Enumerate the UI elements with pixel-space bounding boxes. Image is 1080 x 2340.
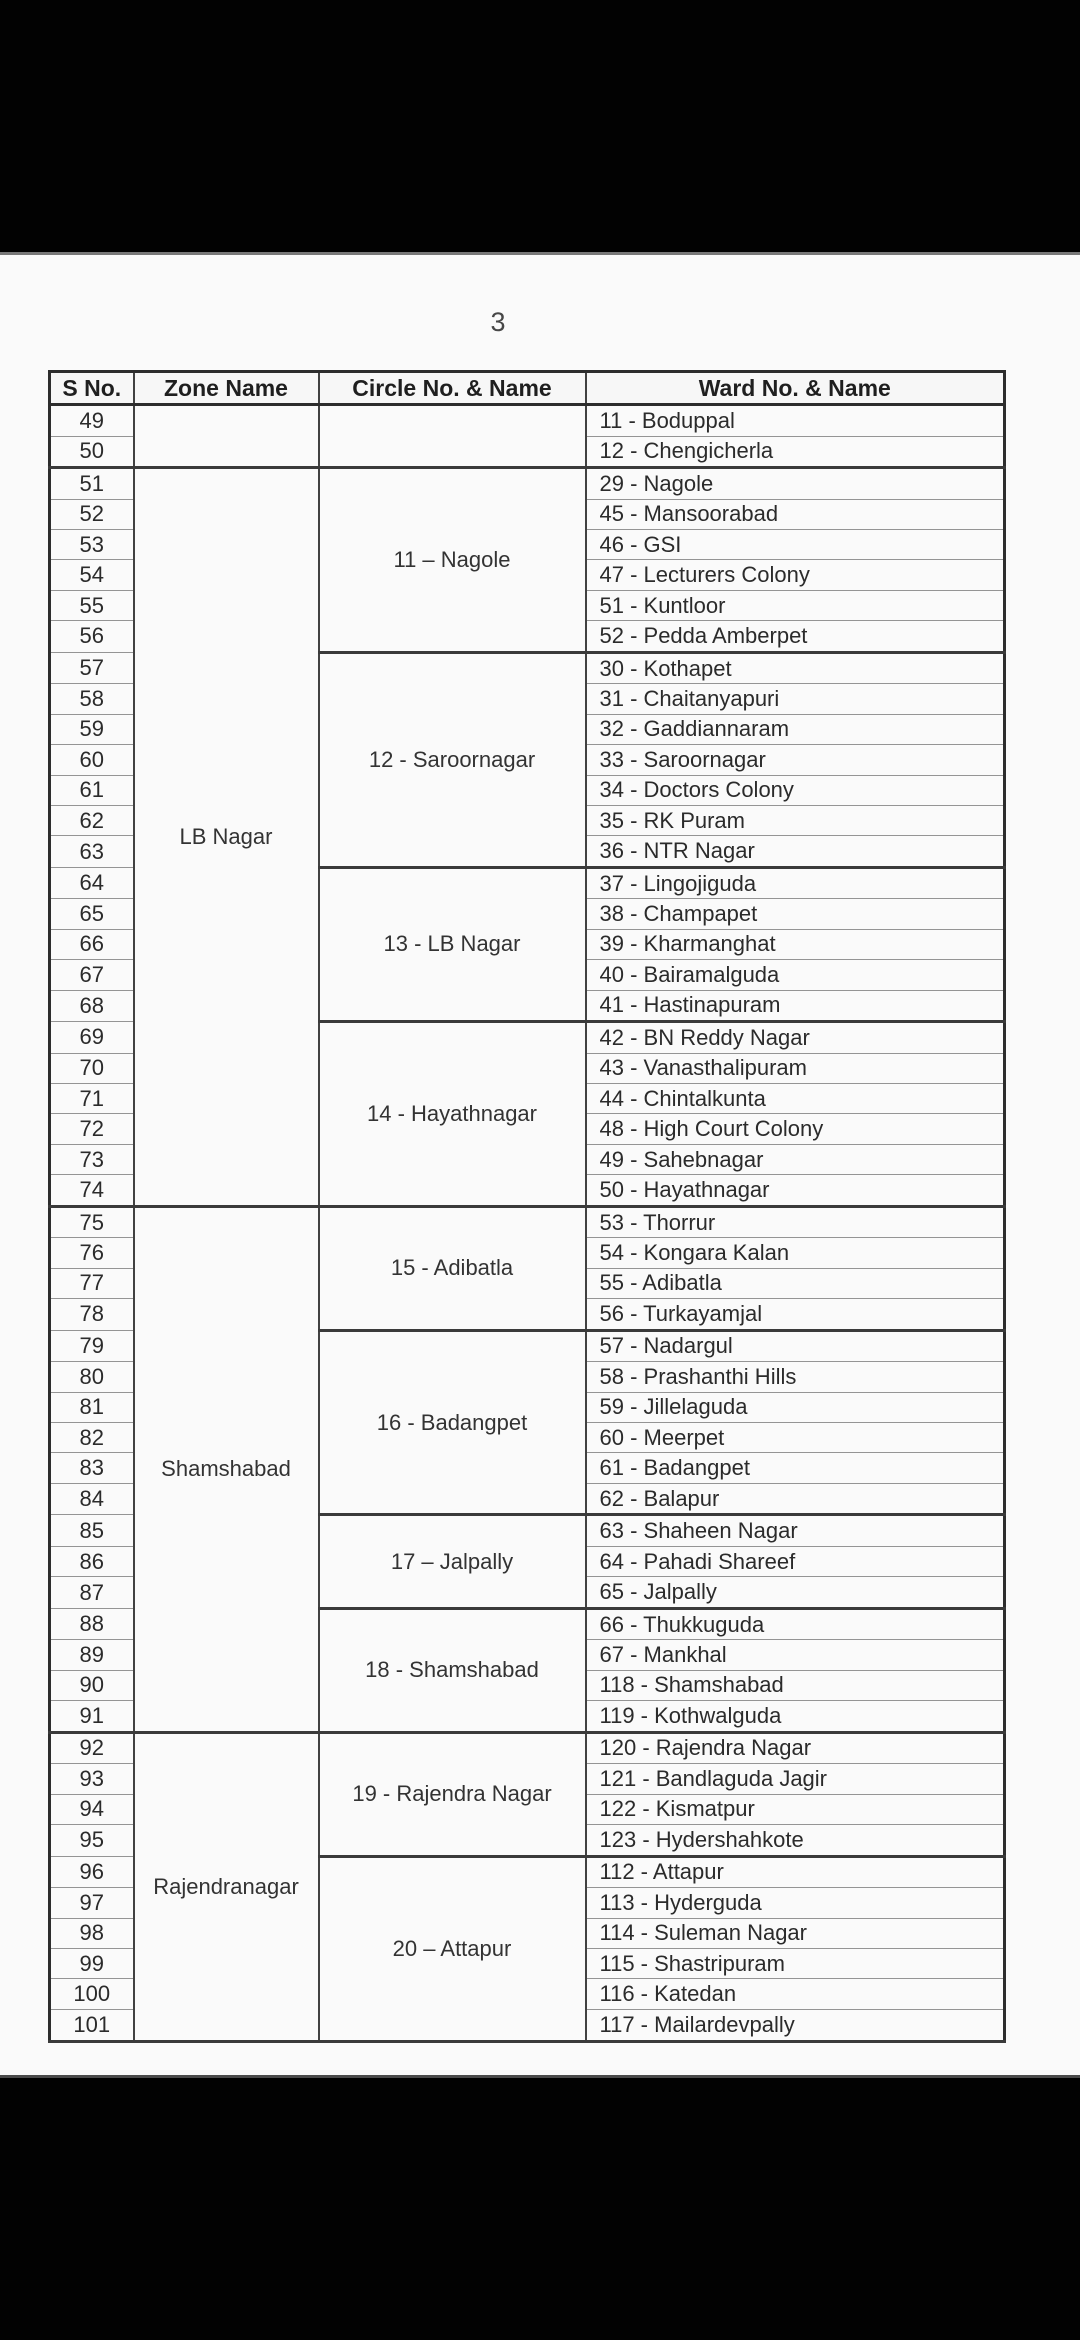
s-no-cell: 59 [50,714,134,744]
circle-name-cell: 17 – Jalpally [319,1515,586,1608]
document-page [0,255,1080,2075]
ward-cell: 39 - Kharmanghat [586,929,1005,959]
s-no-cell: 73 [50,1144,134,1174]
ward-cell: 43 - Vanasthalipuram [586,1053,1005,1083]
s-no-cell: 74 [50,1175,134,1207]
ward-cell: 46 - GSI [586,530,1005,560]
bottom-black-bar [0,2075,1080,2340]
circle-name-cell: 16 - Badangpet [319,1330,586,1515]
s-no-cell: 78 [50,1299,134,1331]
ward-cell: 55 - Adibatla [586,1268,1005,1298]
s-no-cell: 51 [50,468,134,500]
zone-name-cell: Shamshabad [134,1206,319,1732]
ward-cell: 11 - Boduppal [586,405,1005,437]
ward-cell: 115 - Shastripuram [586,1948,1005,1978]
s-no-cell: 75 [50,1206,134,1238]
ward-cell: 29 - Nagole [586,468,1005,500]
ward-cell: 41 - Hastinapuram [586,990,1005,1022]
ward-cell: 119 - Kothwalguda [586,1701,1005,1733]
s-no-cell: 56 [50,621,134,653]
s-no-cell: 80 [50,1362,134,1392]
s-no-cell: 70 [50,1053,134,1083]
ward-cell: 12 - Chengicherla [586,436,1005,468]
ward-cell: 66 - Thukkuguda [586,1608,1005,1640]
s-no-cell: 92 [50,1732,134,1764]
header-row [50,372,1005,405]
s-no-cell: 60 [50,745,134,775]
s-no-cell: 66 [50,929,134,959]
s-no-cell: 96 [50,1856,134,1888]
s-no-cell: 89 [50,1640,134,1670]
s-no-cell: 83 [50,1453,134,1483]
ward-cell: 58 - Prashanthi Hills [586,1362,1005,1392]
ward-cell: 61 - Badangpet [586,1453,1005,1483]
circle-name-cell: 19 - Rajendra Nagar [319,1732,586,1856]
ward-cell: 32 - Gaddiannaram [586,714,1005,744]
s-no-cell: 100 [50,1979,134,2009]
circle-name-cell: 12 - Saroornagar [319,652,586,867]
s-no-cell: 94 [50,1794,134,1824]
zone-name-cell [134,405,319,468]
column-header-ward-no-name: Ward No. & Name [586,372,1005,405]
ward-cell: 52 - Pedda Amberpet [586,621,1005,653]
page-number: 3 [490,307,506,337]
ward-cell: 67 - Mankhal [586,1640,1005,1670]
ward-cell: 30 - Kothapet [586,652,1005,684]
ward-cell: 63 - Shaheen Nagar [586,1515,1005,1547]
s-no-cell: 87 [50,1577,134,1609]
s-no-cell: 85 [50,1515,134,1547]
circle-name-cell: 15 - Adibatla [319,1206,586,1330]
ward-cell: 120 - Rajendra Nagar [586,1732,1005,1764]
ward-cell: 64 - Pahadi Shareef [586,1546,1005,1576]
s-no-cell: 52 [50,499,134,529]
ward-cell: 53 - Thorrur [586,1206,1005,1238]
ward-cell: 31 - Chaitanyapuri [586,684,1005,714]
ward-cell: 56 - Turkayamjal [586,1299,1005,1331]
ward-cell: 121 - Bandlaguda Jagir [586,1764,1005,1794]
circle-name-cell: 18 - Shamshabad [319,1608,586,1732]
zone-name-cell: Rajendranagar [134,1732,319,2041]
ward-cell: 59 - Jillelaguda [586,1392,1005,1422]
s-no-cell: 49 [50,405,134,437]
s-no-cell: 64 [50,867,134,899]
circle-name-cell: 14 - Hayathnagar [319,1022,586,1207]
ward-cell: 118 - Shamshabad [586,1670,1005,1700]
ward-cell: 51 - Kuntloor [586,590,1005,620]
zone-name-cell: LB Nagar [134,468,319,1207]
circle-name-cell: 20 – Attapur [319,1856,586,2041]
s-no-cell: 76 [50,1238,134,1268]
table-row [50,468,1005,500]
ward-cell: 33 - Saroornagar [586,745,1005,775]
ward-cell: 35 - RK Puram [586,805,1005,835]
table-row [50,405,1005,437]
ward-cell: 112 - Attapur [586,1856,1005,1888]
s-no-cell: 53 [50,530,134,560]
ward-cell: 123 - Hydershahkote [586,1825,1005,1857]
s-no-cell: 68 [50,990,134,1022]
s-no-cell: 84 [50,1483,134,1515]
s-no-cell: 86 [50,1546,134,1576]
column-header-circle-no-name: Circle No. & Name [319,372,586,405]
s-no-cell: 61 [50,775,134,805]
s-no-cell: 98 [50,1918,134,1948]
s-no-cell: 67 [50,960,134,990]
s-no-cell: 79 [50,1330,134,1362]
s-no-cell: 62 [50,805,134,835]
ward-cell: 48 - High Court Colony [586,1114,1005,1144]
table-row [50,1206,1005,1238]
circle-name-cell: 11 – Nagole [319,468,586,653]
ward-cell: 114 - Suleman Nagar [586,1918,1005,1948]
s-no-cell: 50 [50,436,134,468]
ward-table-body [50,405,1005,2042]
ward-cell: 37 - Lingojiguda [586,867,1005,899]
s-no-cell: 97 [50,1888,134,1918]
ward-cell: 40 - Bairamalguda [586,960,1005,990]
column-header-s-no: S No. [50,372,134,405]
ward-cell: 49 - Sahebnagar [586,1144,1005,1174]
s-no-cell: 72 [50,1114,134,1144]
ward-cell: 47 - Lecturers Colony [586,560,1005,590]
ward-cell: 65 - Jalpally [586,1577,1005,1609]
s-no-cell: 82 [50,1423,134,1453]
ward-cell: 116 - Katedan [586,1979,1005,2009]
s-no-cell: 95 [50,1825,134,1857]
s-no-cell: 69 [50,1022,134,1054]
s-no-cell: 91 [50,1701,134,1733]
ward-cell: 62 - Balapur [586,1483,1005,1515]
ward-table [48,370,1006,2043]
ward-cell: 122 - Kismatpur [586,1794,1005,1824]
s-no-cell: 93 [50,1764,134,1794]
s-no-cell: 65 [50,899,134,929]
s-no-cell: 58 [50,684,134,714]
ward-cell: 113 - Hyderguda [586,1888,1005,1918]
s-no-cell: 81 [50,1392,134,1422]
s-no-cell: 101 [50,2009,134,2041]
ward-cell: 57 - Nadargul [586,1330,1005,1362]
s-no-cell: 99 [50,1948,134,1978]
s-no-cell: 90 [50,1670,134,1700]
s-no-cell: 88 [50,1608,134,1640]
ward-cell: 38 - Champapet [586,899,1005,929]
ward-cell: 34 - Doctors Colony [586,775,1005,805]
circle-name-cell: 13 - LB Nagar [319,867,586,1021]
s-no-cell: 71 [50,1084,134,1114]
ward-cell: 50 - Hayathnagar [586,1175,1005,1207]
ward-cell: 44 - Chintalkunta [586,1084,1005,1114]
ward-cell: 54 - Kongara Kalan [586,1238,1005,1268]
ward-cell: 42 - BN Reddy Nagar [586,1022,1005,1054]
s-no-cell: 57 [50,652,134,684]
circle-name-cell [319,405,586,468]
ward-cell: 36 - NTR Nagar [586,836,1005,868]
table-row [50,1732,1005,1764]
top-black-bar [0,0,1080,255]
ward-cell: 60 - Meerpet [586,1423,1005,1453]
s-no-cell: 55 [50,590,134,620]
column-header-zone-name: Zone Name [134,372,319,405]
ward-cell: 117 - Mailardevpally [586,2009,1005,2041]
ward-table-header [50,372,1005,405]
s-no-cell: 54 [50,560,134,590]
s-no-cell: 63 [50,836,134,868]
s-no-cell: 77 [50,1268,134,1298]
ward-cell: 45 - Mansoorabad [586,499,1005,529]
